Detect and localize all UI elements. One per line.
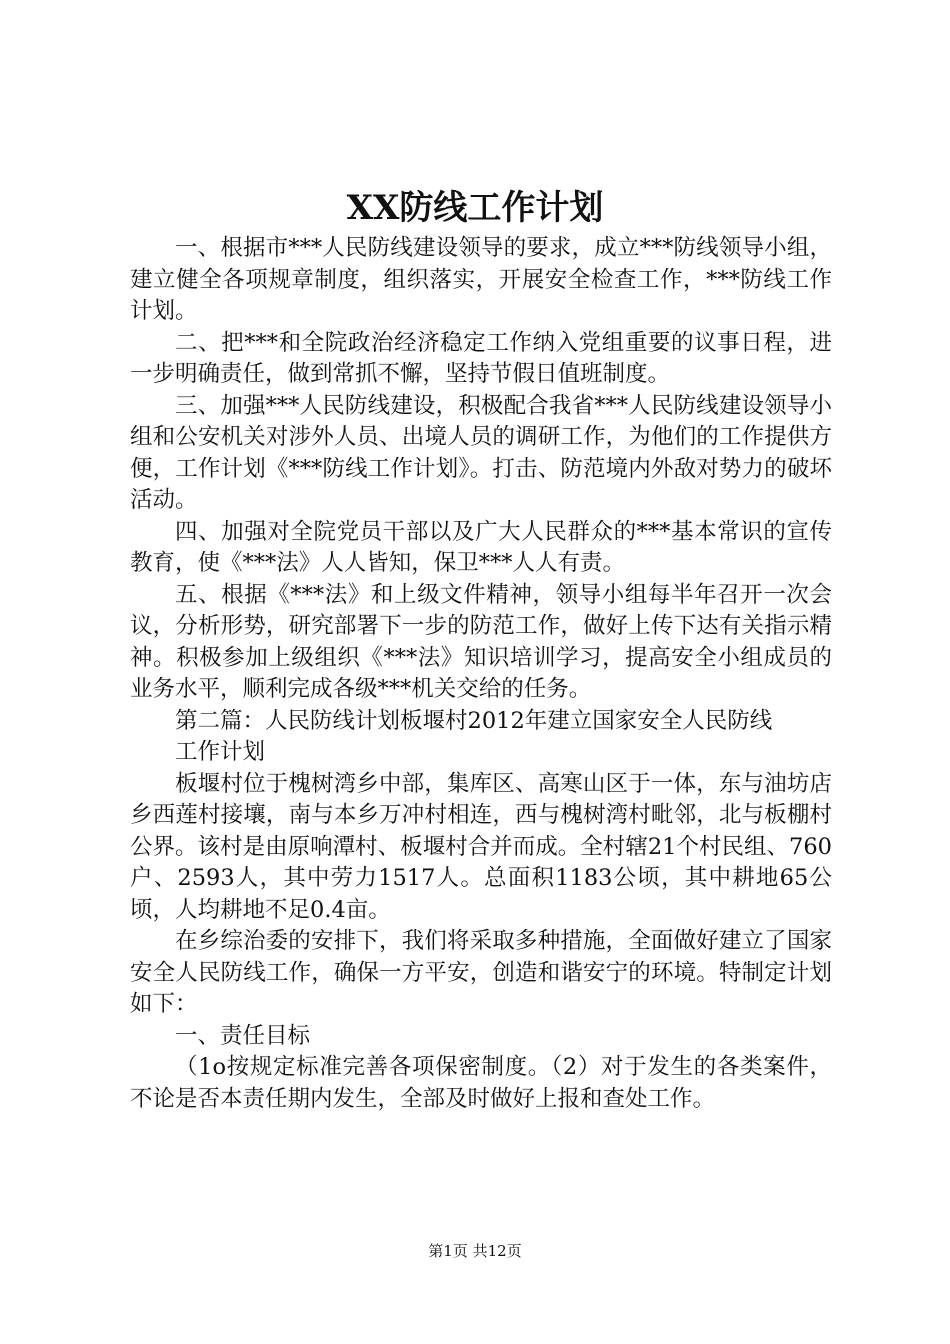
paragraph: 在乡综治委的安排下，我们将采取多种措施，全面做好建立了国家安全人民防线工作，确保一方平安，创造和谐安宁的环境。特制定计划如下： — [130, 928, 832, 1017]
section-heading: 第二篇：人民防线计划板堰村2012年建立国家安全人民防线 — [175, 707, 773, 734]
paragraph: 四、加强对全院党员干部以及广大人民群众的***基本常识的宣传教育，使《***法》人人皆知，保卫***人人有责。 — [130, 518, 832, 576]
page-number-label: 第1页 共12页 — [428, 1242, 522, 1260]
paragraph: 一、根据市***人民防线建设领导的要求，成立***防线领导小组，建立健全各项规章制度，组织落实，开展安全检查工作，***防线工作计划。 — [130, 235, 832, 324]
page-footer — [0, 1240, 950, 1262]
document-body — [130, 233, 832, 1115]
paragraph: 板堰村位于槐树湾乡中部，集库区、高寒山区于一体，东与油坊店乡西莲村接壤，南与本乡万冲村相连，西与槐树湾村毗邻，北与板棚村公界。该村是由原响潭村、板堰村合并而成。全村辖21个村民组、760户、2593人，其中劳力1517人。总面积1183公顷，其中耕地65公顷，人均耕地不足0.4亩。 — [130, 770, 832, 923]
section-heading: 一、责任目标 — [175, 1022, 311, 1049]
paragraph: 三、加强***人民防线建设，积极配合我省***人民防线建设领导小组和公安机关对涉外人员、出境人员的调研工作，为他们的工作提供方便，工作计划《***防线工作计划》。打击、防范境内外敌对势力的破坏活动。 — [130, 392, 832, 513]
paragraph: 二、把***和全院政治经济稳定工作纳入党组重要的议事日程，进一步明确责任，做到常抓不懈，坚持节假日值班制度。 — [130, 329, 832, 387]
paragraph: 五、根据《***法》和上级文件精神，领导小组每半年召开一次会议，分析形势，研究部署下一步的防范工作，做好上传下达有关指示精神。积极参加上级组织《***法》知识培训学习，提高安全小组成员的业务水平，顺利完成各级***机关交给的任务。 — [130, 581, 832, 702]
section-subheading: 工作计划 — [175, 739, 266, 765]
paragraph: （1o按规定标准完善各项保密制度。（2）对于发生的各类案件，不论是否本责任期内发生，全部及时做好上报和查处工作。 — [130, 1054, 832, 1112]
document-title: XX防线工作计划 — [346, 188, 604, 228]
